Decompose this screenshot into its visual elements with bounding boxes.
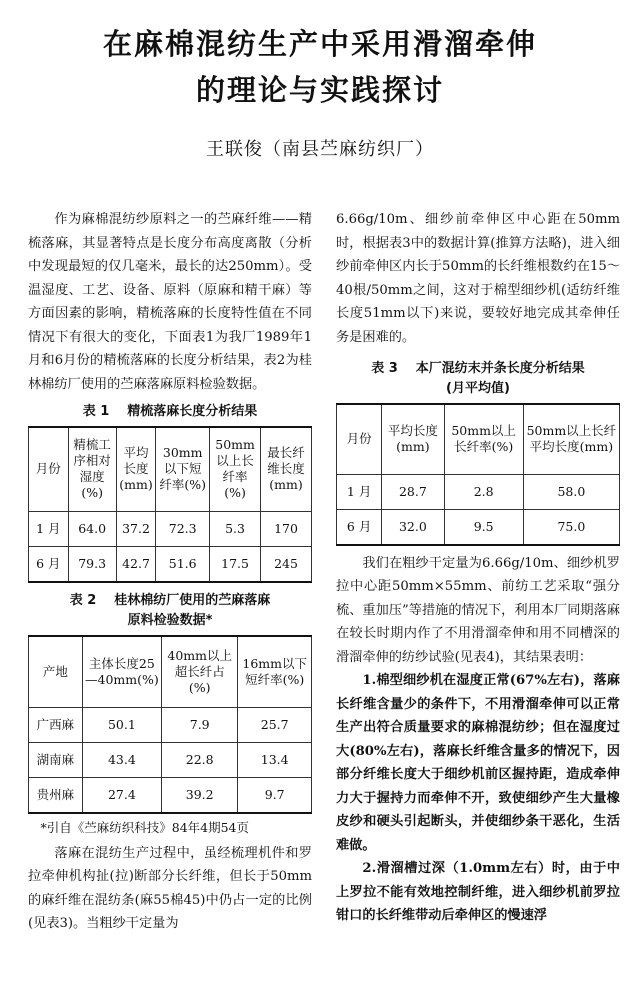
table2-footnote: *引自《苎麻纺织科技》84年4期54页 [40, 820, 250, 835]
table-cell: 37.2 [116, 511, 156, 546]
title-line-2: 的理论与实践探讨 [195, 73, 444, 107]
table-cell: 1 月 [337, 474, 382, 509]
table3-header: 月份 [337, 404, 382, 474]
table2-header: 主体长度25—40mm(%) [82, 636, 161, 708]
table-cell: 58.0 [523, 474, 619, 509]
table1-caption [28, 402, 312, 422]
table-cell: 9.7 [238, 778, 312, 814]
table-row [29, 708, 312, 743]
intro-paragraph: 作为麻棉混纺纱原料之一的苎麻纤维——精梳落麻，其显著特点是长度分布高度离散（分析中发现最短的仅几毫米，最长的达250mm）。受温湿度、工艺、设备、原料（原麻和精干麻）等方面因素的影响，精梳落麻的长度特性值在不同情况下有很大的变化，下面表1为我厂1989年1月和6月份的精梳落麻的长度分析结果，表2为桂林棉纺厂使用的苎麻落麻原料检验数据。 [28, 212, 312, 392]
table3-caption [336, 359, 620, 399]
table3-title-2: (月平均值) [446, 381, 510, 396]
table2-title-1: 桂林棉纺厂使用的苎麻落麻 [114, 592, 271, 608]
table3-header: 平均长度(mm) [382, 404, 444, 474]
author-line: 王联俊（南县苎麻纺织厂） [206, 139, 434, 160]
table1-header: 50mm以上长纤率(%) [210, 427, 261, 511]
table2-header: 产地 [29, 636, 83, 708]
table-cell: 28.7 [382, 474, 444, 509]
table-cell: 64.0 [68, 511, 116, 546]
paragraph-results-intro: 我们在粗纱干定量为6.66g/10m、细纱机罗拉中心距50mm×55mm、前纺工艺采取“强分梳、重加压”等措施的情况下，利用本厂同期落麻在较长时期内作了不用滑溜牵伸和用不同槽深的滑溜牵伸的纺纱试验(见表4)，其结果表明： [336, 555, 620, 665]
table-cell: 5.3 [210, 511, 261, 546]
table3-header: 50mm以上长纤率(%) [444, 404, 523, 474]
table1-title: 精梳落麻长度分析结果 [127, 404, 258, 419]
table2-header: 40mm以上超长纤占(%) [162, 636, 238, 708]
table-cell: 245 [261, 546, 312, 582]
table-cell: 22.8 [162, 743, 238, 778]
table-row [337, 474, 620, 509]
table-cell: 50.1 [82, 708, 161, 743]
table-cell: 2.8 [444, 474, 523, 509]
table1-number: 表 1 [82, 404, 110, 419]
table-cell: 9.5 [444, 509, 523, 545]
table2-header: 16mm以下短纤率(%) [238, 636, 312, 708]
paragraph-result-2: 2.滑溜槽过深（1.0mm左右）时，由于中上罗拉不能有效地控制纤维，进入细纱机前罗拉钳口的长纤维带动后牵伸区的慢速浮 [336, 861, 620, 923]
table3-title-1: 本厂混纺末并条长度分析结果 [415, 361, 585, 376]
table2-number: 表 2 [69, 592, 97, 608]
right-column [336, 208, 620, 928]
table3-header-row [337, 404, 620, 474]
table1-header-row [29, 427, 312, 511]
table1-header: 月份 [29, 427, 69, 511]
table2-title-2: 原料检验数据* [127, 612, 213, 628]
table-cell: 79.3 [68, 546, 116, 582]
table-row [29, 743, 312, 778]
table-cell: 13.4 [238, 743, 312, 778]
table-row [337, 509, 620, 545]
table-cell: 广西麻 [29, 708, 83, 743]
table-cell: 42.7 [116, 546, 156, 582]
table2-header-row [29, 636, 312, 708]
table-cell: 湖南麻 [29, 743, 83, 778]
table-cell: 72.3 [156, 511, 210, 546]
paragraph-2: 落麻在混纺生产过程中，虽经梳理机件和罗拉牵伸机构扯(拉)断部分长纤维，但长于50mm的麻纤维在混纺条(麻55棉45)中仍占一定的比例(见表3)。当粗纱干定量为 [28, 845, 312, 931]
paragraph-continued: 6.66g/10m、细纱前牵伸区中心距在50mm时，根据表3中的数据计算(推算方法略)，进入细纱前牵伸区内长于50mm的长纤维根数约在15～40根/50mm之间，这对于棉型细纱机(适纺纤维长度51mm以下)来说，要较好地完成其牵伸任务是困难的。 [336, 212, 620, 345]
table-cell: 6 月 [337, 509, 382, 545]
table-cell: 贵州麻 [29, 778, 83, 814]
table-cell: 17.5 [210, 546, 261, 582]
table1 [28, 426, 312, 583]
table1-header: 30mm以下短纤率(%) [156, 427, 210, 511]
table-row [29, 778, 312, 814]
table1-header: 平均长度(mm) [116, 427, 156, 511]
table-cell: 25.7 [238, 708, 312, 743]
table-row [29, 511, 312, 546]
paragraph-result-1: 1.棉型细纱机在湿度正常(67%左右)，落麻长纤维含量少的条件下，不用滑溜牵伸可以正常生产出符合质量要求的麻棉混纺纱；但在湿度过大(80%左右)，落麻长纤维含量多的情况下，因部分纤维长度大于细纱机前区握持距，造成牵伸力大于握持力而牵伸不开，致使细纱产生大量橡皮纱和硬头引起断头，并使细纱条干恶化，生活难做。 [336, 673, 620, 853]
table-cell: 75.0 [523, 509, 619, 545]
table2 [28, 635, 312, 815]
table-row [29, 546, 312, 582]
table-cell: 32.0 [382, 509, 444, 545]
table3 [336, 403, 620, 546]
left-column [28, 208, 312, 936]
table1-header: 精梳工序相对湿度(%) [68, 427, 116, 511]
table-cell: 1 月 [29, 511, 69, 546]
table-cell: 7.9 [162, 708, 238, 743]
title-line-1: 在麻棉混纺生产中采用滑溜牵伸 [102, 27, 537, 61]
table3-header: 50mm以上长纤平均长度(mm) [523, 404, 619, 474]
table-cell: 170 [261, 511, 312, 546]
table-cell: 27.4 [82, 778, 161, 814]
table-cell: 51.6 [156, 546, 210, 582]
table-cell: 43.4 [82, 743, 161, 778]
table-cell: 6 月 [29, 546, 69, 582]
table2-caption [28, 591, 312, 631]
table1-header: 最长纤维长度(mm) [261, 427, 312, 511]
table3-number: 表 3 [371, 361, 398, 376]
table-cell: 39.2 [162, 778, 238, 814]
